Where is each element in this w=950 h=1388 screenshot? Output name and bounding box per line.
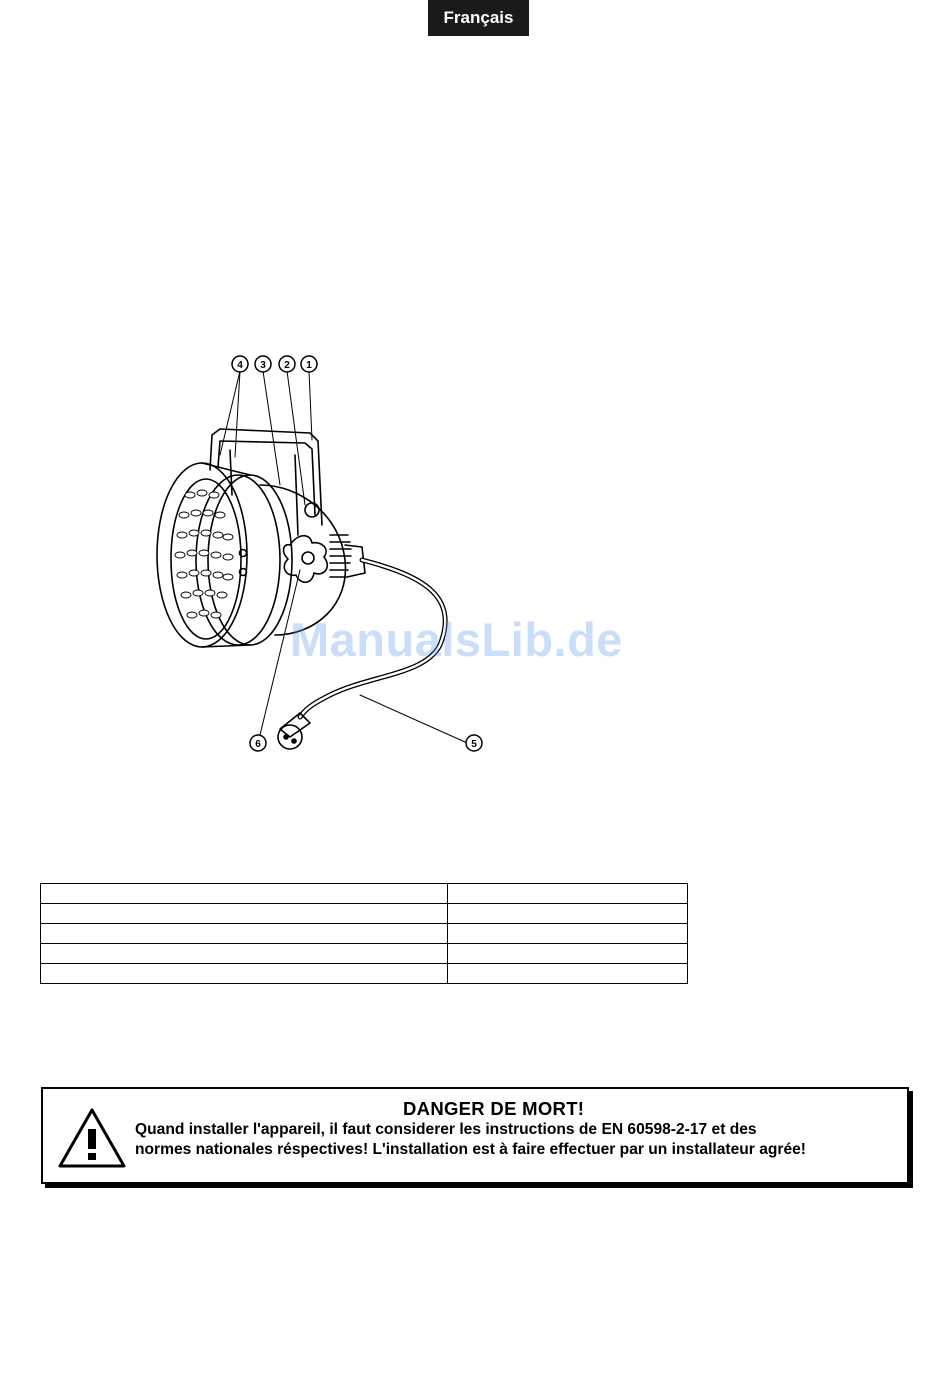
warning-line-1: Quand installer l'appareil, il faut considerer les instructions de EN 60598-2-17 et des (135, 1121, 757, 1138)
callout-3 (255, 356, 271, 372)
table-cell (41, 964, 448, 984)
table-row (41, 944, 688, 964)
parts-table (40, 883, 688, 984)
warning-title: DANGER DE MORT! (403, 1098, 585, 1119)
svg-text:1: 1 (306, 360, 312, 371)
table-cell (448, 944, 688, 964)
table-row (41, 964, 688, 984)
table-cell (448, 884, 688, 904)
table-cell (448, 964, 688, 984)
callout-5 (466, 735, 482, 751)
svg-text:5: 5 (471, 739, 477, 750)
table-cell (41, 884, 448, 904)
table-cell (41, 924, 448, 944)
watermark: ManualsLib.de (290, 613, 623, 666)
callout-2 (279, 356, 295, 372)
table-cell (448, 924, 688, 944)
callout-1 (301, 356, 317, 372)
table-row (41, 924, 688, 944)
callout-6 (250, 735, 266, 751)
warning-text (135, 1120, 905, 1160)
par-spotlight-drawing (140, 345, 500, 765)
svg-text:3: 3 (260, 360, 266, 371)
warning-line-2: normes nationales réspectives! L'installation est à faire effectuer par un installateur agrée! (135, 1141, 806, 1158)
language-tab: Français (428, 0, 529, 36)
danger-warning-box (41, 1087, 909, 1184)
table-row (41, 884, 688, 904)
callout-4 (232, 356, 248, 372)
product-diagram (140, 345, 500, 765)
table-cell (448, 904, 688, 924)
svg-text:6: 6 (255, 739, 261, 750)
svg-text:2: 2 (284, 360, 290, 371)
table-cell (41, 944, 448, 964)
svg-text:4: 4 (237, 360, 243, 371)
table-row (41, 904, 688, 924)
table-cell (41, 904, 448, 924)
